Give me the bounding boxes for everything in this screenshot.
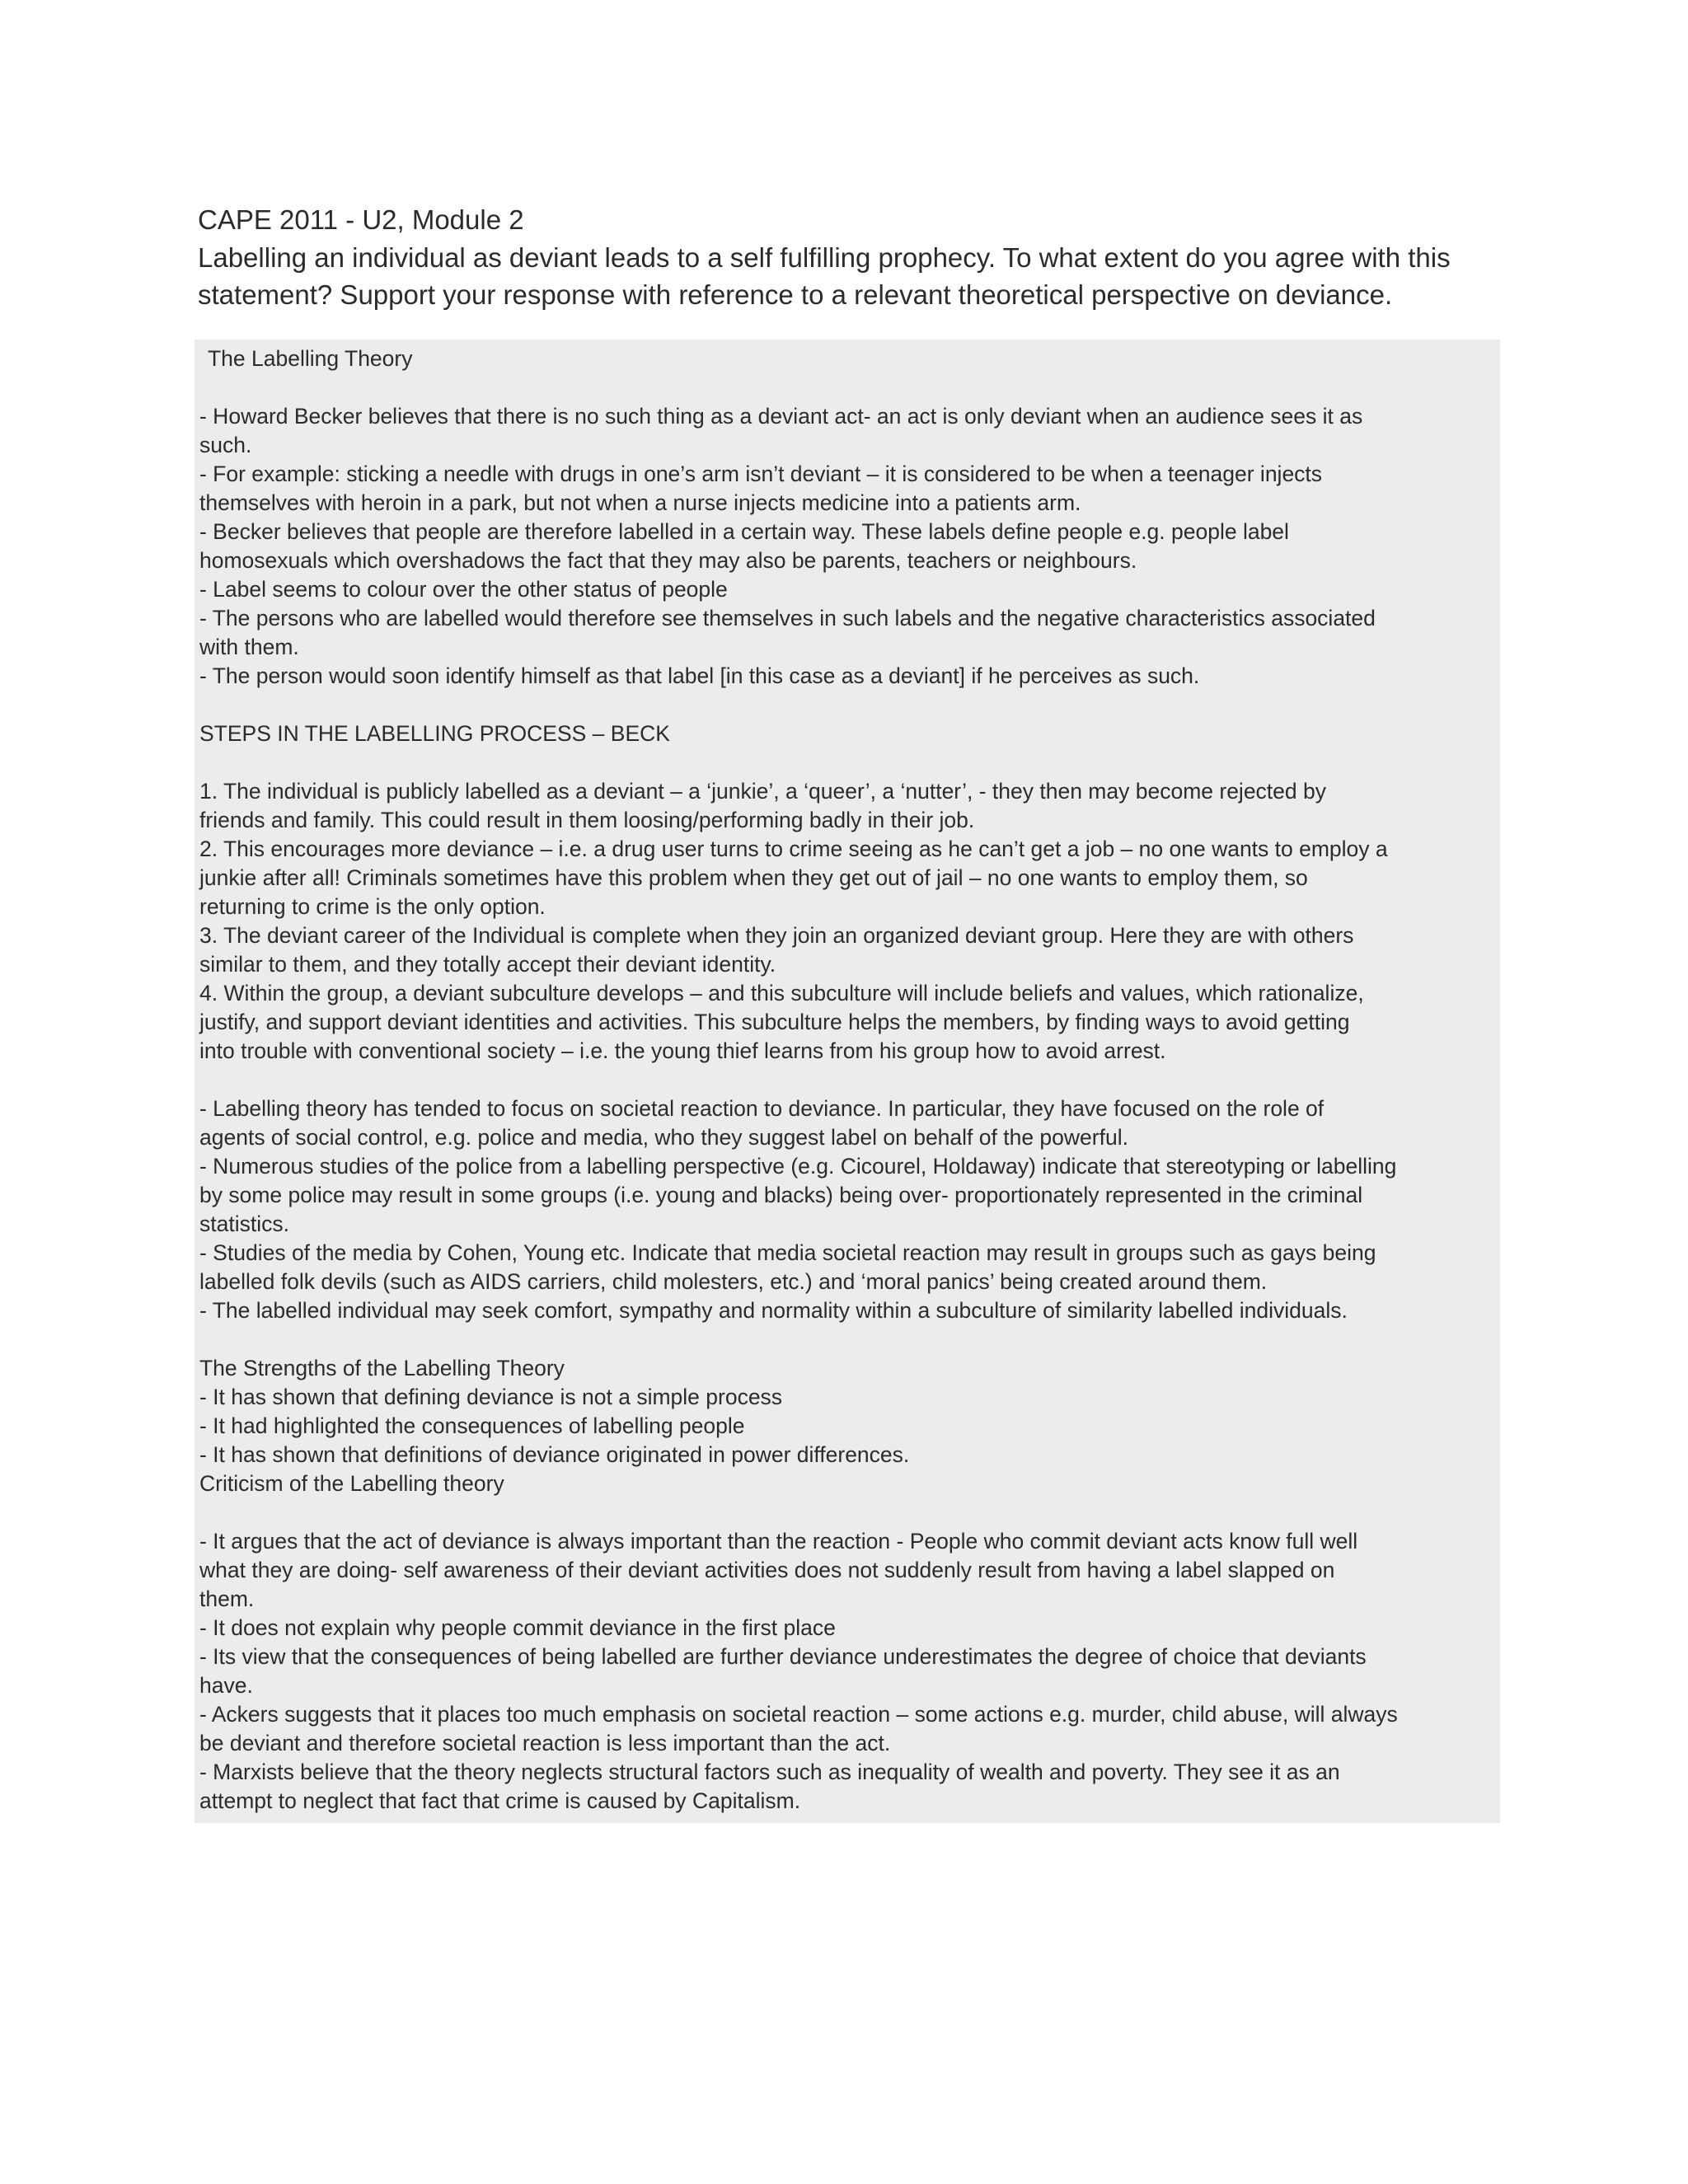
- body-line: be deviant and therefore societal reaction is less important than the act.: [199, 1731, 891, 1755]
- essay-question: [198, 239, 1500, 313]
- body-line: 3. The deviant career of the Individual is complete when they join an organized deviant group. Here they are with others: [199, 923, 1354, 948]
- body-line: with them.: [199, 635, 299, 659]
- body-line: agents of social control, e.g. police and media, who they suggest label on behalf of the powerful.: [199, 1125, 1128, 1150]
- body-line: - Marxists believe that the theory neglects structural factors such as inequality of wealth and poverty. They see it as an: [199, 1760, 1340, 1784]
- body-line: - Labelling theory has tended to focus on societal reaction to deviance. In particular, they have focused on the role of: [199, 1096, 1325, 1121]
- body-line: - Howard Becker believes that there is no such thing as a deviant act- an act is only deviant when an audience sees it as: [199, 404, 1363, 429]
- body-line: junkie after all! Criminals sometimes have this problem when they get out of jail – no one wants to employ them, so: [199, 865, 1308, 890]
- body-line: justify, and support deviant identities and activities. This subculture helps the members, by finding ways to avoid getting: [199, 1010, 1350, 1034]
- question-line: statement? Support your response with reference to a relevant theoretical perspective on deviance.: [198, 279, 1393, 310]
- body-line: labelled folk devils (such as AIDS carriers, child molesters, etc.) and ‘moral panics’ being created around them.: [199, 1269, 1268, 1294]
- body-line: - The persons who are labelled would therefore see themselves in such labels and the negative characteristics associated: [199, 606, 1376, 630]
- body-line: - Label seems to colour over the other status of people: [199, 577, 728, 602]
- body-line: - Becker believes that people are therefore labelled in a certain way. These labels define people e.g. people label: [199, 519, 1289, 544]
- body-line: - It argues that the act of deviance is always important than the reaction - People who commit deviant acts know full well: [199, 1529, 1358, 1554]
- body-line: - It has shown that defining deviance is not a simple process: [199, 1385, 783, 1409]
- body-line: 2. This encourages more deviance – i.e. a drug user turns to crime seeing as he can’t get a job – no one wants to employ a: [199, 837, 1388, 861]
- body-line: by some police may result in some groups (i.e. young and blacks) being over- proportionately represented in the criminal: [199, 1183, 1363, 1207]
- body-line: have.: [199, 1673, 253, 1698]
- body-line: - Ackers suggests that it places too much emphasis on societal reaction – some actions e.g. murder, child abuse, will always: [199, 1702, 1398, 1727]
- body-line: homosexuals which overshadows the fact that they may also be parents, teachers or neighbours.: [199, 548, 1137, 573]
- body-line: - It had highlighted the consequences of labelling people: [199, 1413, 745, 1438]
- body-line: friends and family. This could result in them loosing/performing badly in their job.: [199, 808, 975, 832]
- body-line: Criticism of the Labelling theory: [199, 1471, 504, 1496]
- body-line: - It does not explain why people commit deviance in the first place: [199, 1615, 836, 1640]
- body-line: such.: [199, 433, 252, 457]
- body-line: - The person would soon identify himself as that label [in this case as a deviant] if he perceives as such.: [199, 663, 1200, 688]
- body-line: - Its view that the consequences of being labelled are further deviance underestimates the degree of choice that deviants: [199, 1644, 1367, 1669]
- document-header: [198, 201, 1500, 313]
- body-line: into trouble with conventional society – i.e. the young thief learns from his group how to avoid arrest.: [199, 1038, 1166, 1063]
- body-line: similar to them, and they totally accept their deviant identity.: [199, 952, 776, 977]
- body-line: themselves with heroin in a park, but not when a nurse injects medicine into a patients arm.: [199, 490, 1081, 515]
- module-title: CAPE 2011 - U2, Module 2: [198, 204, 524, 235]
- body-line: them.: [199, 1586, 255, 1611]
- body-line: returning to crime is the only option.: [199, 894, 546, 919]
- body-line: The Strengths of the Labelling Theory: [199, 1356, 565, 1380]
- body-line: - For example: sticking a needle with drugs in one’s arm isn’t deviant – it is considered to be when a teenager injects: [199, 462, 1323, 486]
- body-line: what they are doing- self awareness of their deviant activities does not suddenly result from having a label slapped on: [199, 1558, 1335, 1582]
- body-line: - The labelled individual may seek comfort, sympathy and normality within a subculture of similarity labelled individuals.: [199, 1298, 1348, 1323]
- answer-panel: [195, 340, 1500, 1823]
- body-line: - Studies of the media by Cohen, Young etc. Indicate that media societal reaction may result in groups such as gays being: [199, 1240, 1376, 1265]
- body-line: 1. The individual is publicly labelled as a deviant – a ‘junkie’, a ‘queer’, a ‘nutter’, - they then may become rejected by: [199, 779, 1327, 804]
- section-heading: The Labelling Theory: [208, 346, 413, 371]
- body-line: statistics.: [199, 1212, 289, 1236]
- body-line: - It has shown that definitions of deviance originated in power differences.: [199, 1442, 910, 1467]
- body-line: 4. Within the group, a deviant subculture develops – and this subculture will include beliefs and values, which rationalize,: [199, 981, 1364, 1005]
- body-line: attempt to neglect that fact that crime is caused by Capitalism.: [199, 1788, 801, 1813]
- body-line: STEPS IN THE LABELLING PROCESS – BECK: [199, 721, 670, 746]
- body-line: - Numerous studies of the police from a labelling perspective (e.g. Cicourel, Holdaway) indicate that stereotyping or labelling: [199, 1154, 1397, 1179]
- question-line: Labelling an individual as deviant leads to a self fulfilling prophecy. To what extent do you agree with this: [198, 242, 1451, 273]
